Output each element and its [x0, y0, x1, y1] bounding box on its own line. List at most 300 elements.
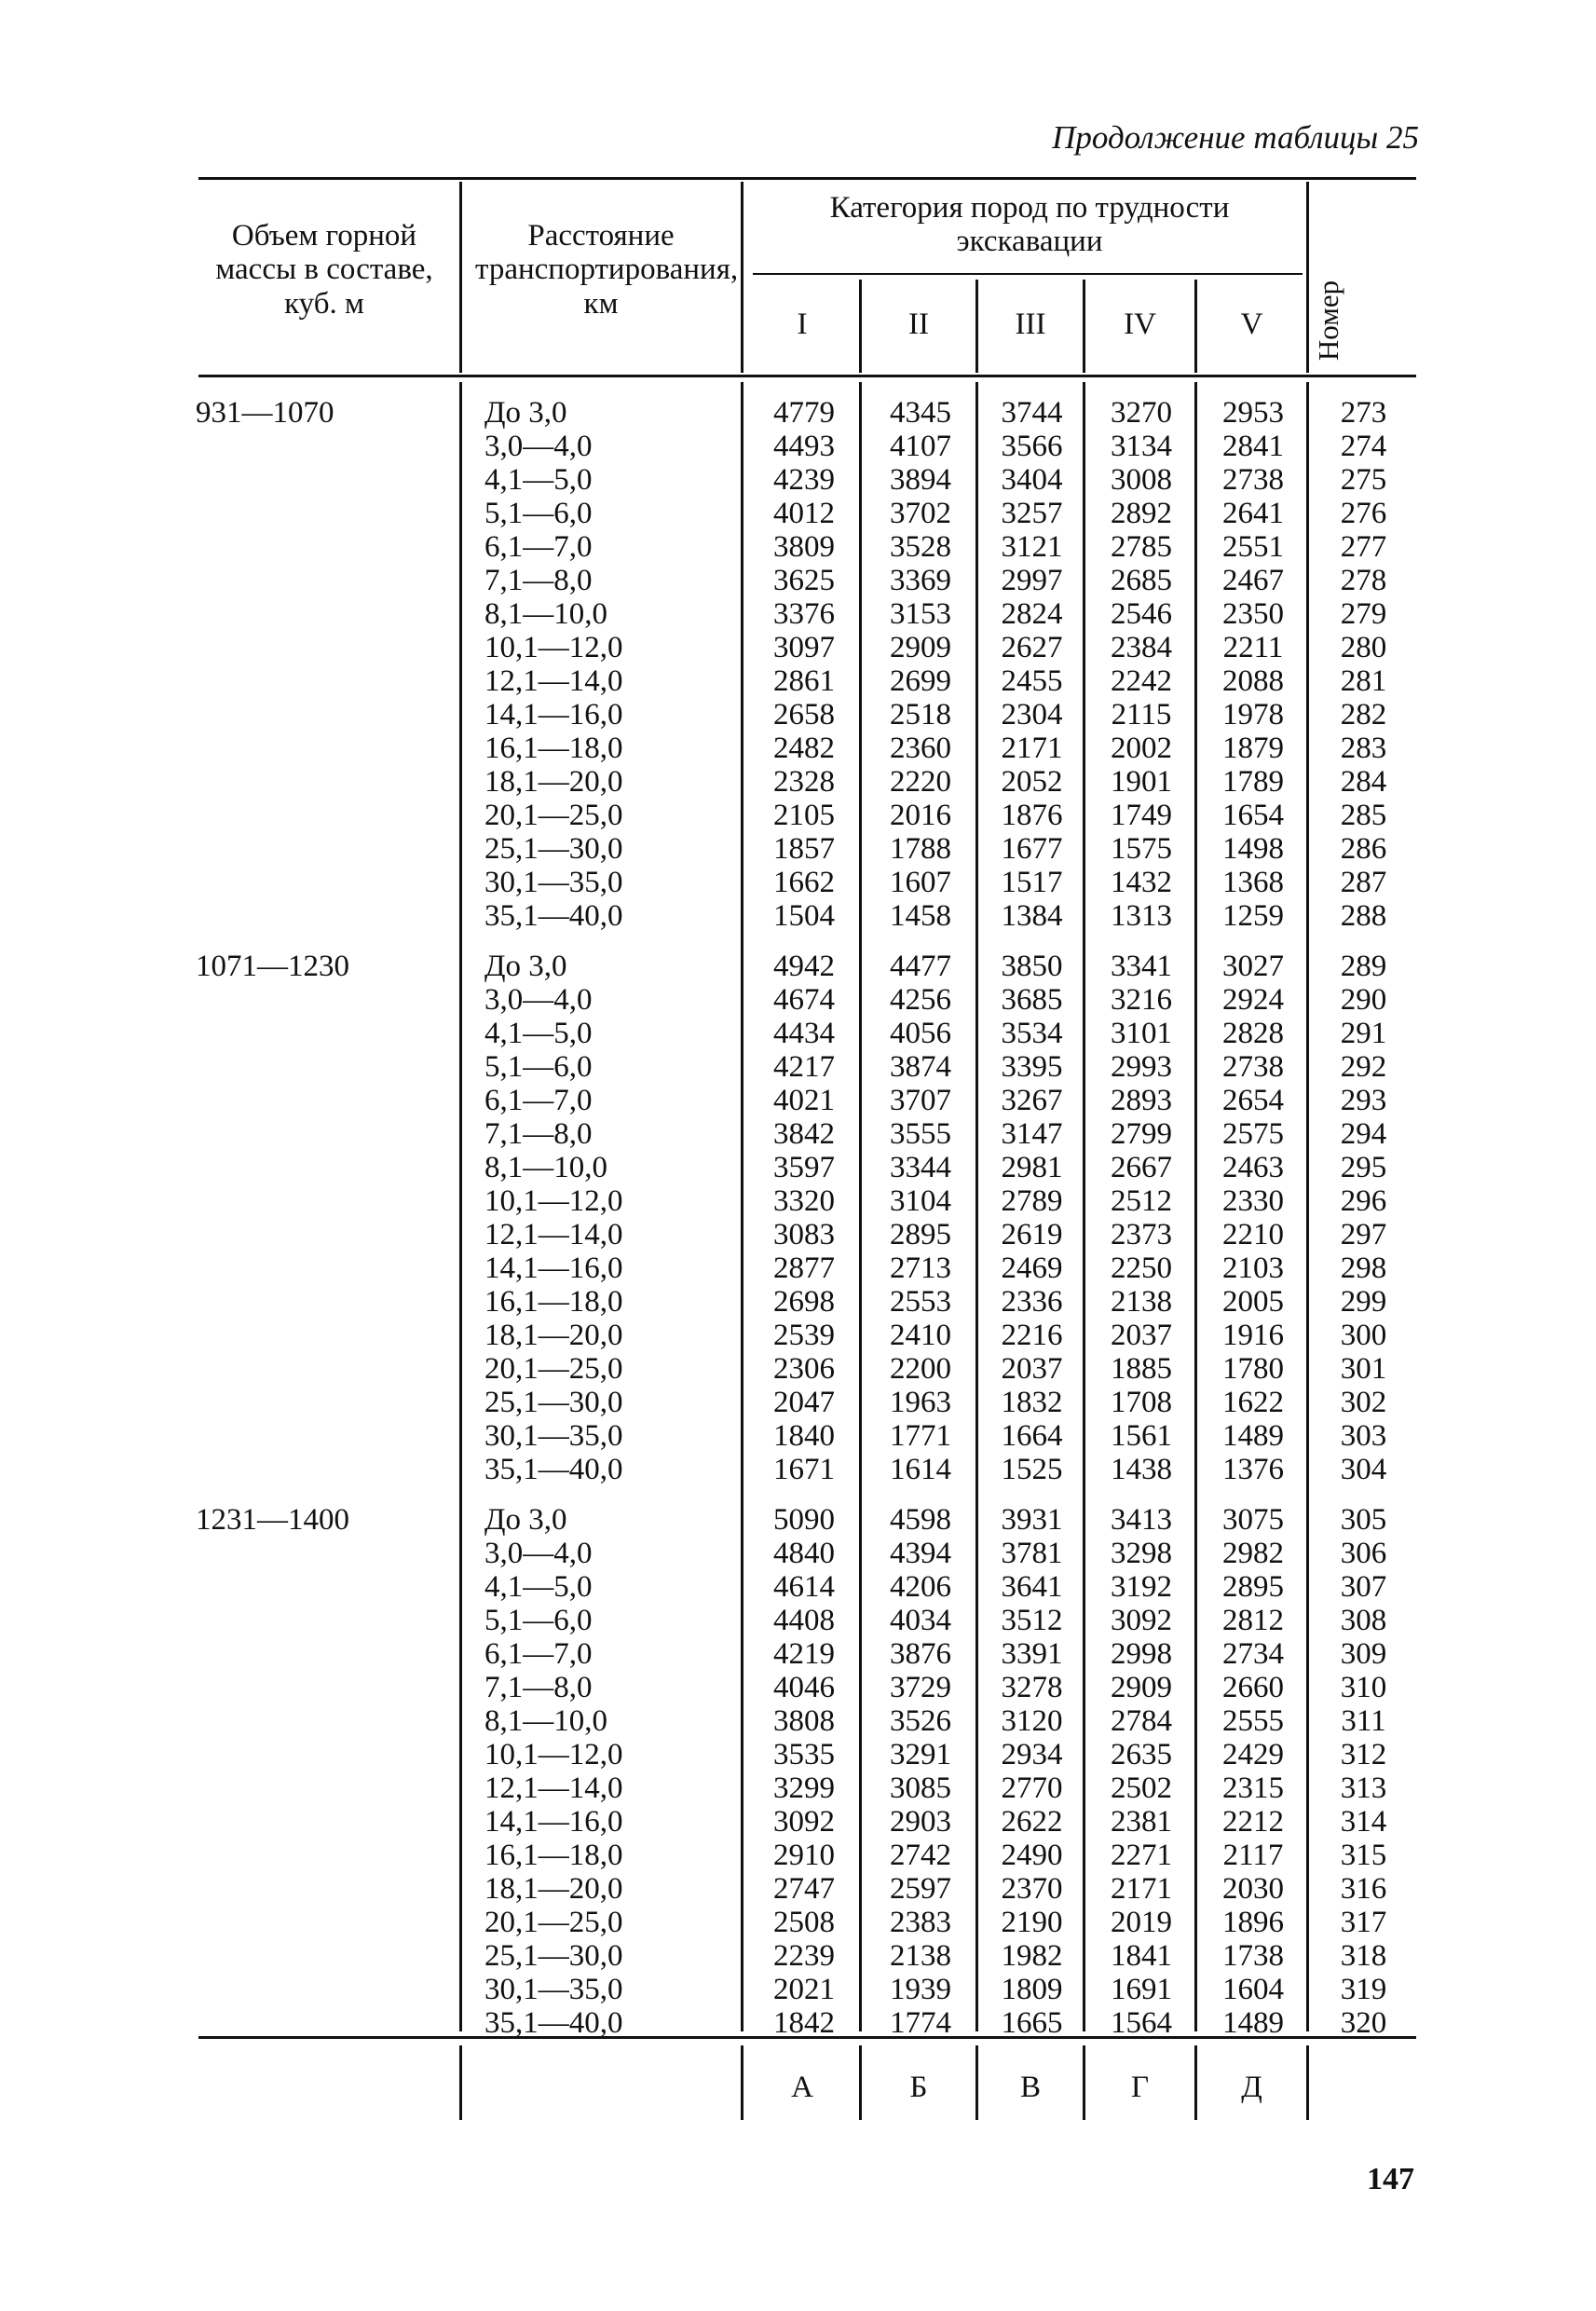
value-cat-5: 3075	[1222, 1503, 1284, 1537]
distance-range: 3,0—4,0	[484, 983, 593, 1017]
value-cat-3: 3744	[1001, 396, 1063, 430]
distance-range: 5,1—6,0	[484, 497, 593, 530]
value-cat-3: 1809	[1001, 1973, 1063, 2006]
distance-range: 7,1—8,0	[484, 564, 593, 597]
value-cat-1: 2658	[773, 698, 835, 732]
header-category: Категория пород по трудности экскавации	[829, 191, 1230, 259]
value-cat-3: 3850	[1001, 950, 1063, 983]
value-cat-3: 3534	[1001, 1017, 1063, 1050]
value-cat-5: 2117	[1222, 1839, 1284, 1872]
value-cat-1: 3320	[773, 1184, 835, 1218]
value-cat-1: 3625	[773, 564, 835, 597]
value-cat-1: 2021	[773, 1973, 835, 2006]
value-cat-2: 3528	[890, 530, 951, 564]
distance-range: 18,1—20,0	[484, 1319, 623, 1352]
value-cat-2: 3153	[890, 597, 951, 631]
value-cat-1: 1662	[773, 866, 835, 899]
value-cat-3: 2622	[1001, 1805, 1063, 1839]
value-cat-3: 3147	[1001, 1117, 1063, 1151]
category-subheader-rule	[753, 273, 1303, 275]
distance-range: 4,1—5,0	[484, 1017, 593, 1050]
value-cat-4: 1564	[1111, 2006, 1172, 2040]
value-cat-5: 1789	[1222, 765, 1284, 799]
value-cat-5: 2734	[1222, 1637, 1284, 1671]
table-row	[0, 396, 1596, 430]
table-row	[0, 1017, 1596, 1050]
distance-range: 12,1—14,0	[484, 1771, 623, 1805]
distance-range: 10,1—12,0	[484, 1738, 623, 1771]
header-bottom-rule	[198, 375, 1416, 377]
row-number: 296	[1340, 1184, 1387, 1218]
value-cat-5: 2953	[1222, 396, 1284, 430]
row-number: 307	[1340, 1570, 1387, 1604]
value-cat-4: 2893	[1111, 1084, 1172, 1117]
table-row	[0, 1704, 1596, 1738]
value-cat-5: 2315	[1222, 1771, 1284, 1805]
value-cat-3: 1677	[1001, 832, 1063, 866]
value-cat-1: 3083	[773, 1218, 835, 1251]
col-divider-volume	[459, 182, 462, 373]
value-cat-4: 1561	[1111, 1419, 1172, 1453]
value-cat-2: 4477	[890, 950, 951, 983]
row-number: 314	[1340, 1805, 1387, 1839]
value-cat-5: 1978	[1222, 698, 1284, 732]
value-cat-4: 3413	[1111, 1503, 1172, 1537]
value-cat-4: 1691	[1111, 1973, 1172, 2006]
value-cat-5: 2212	[1222, 1805, 1284, 1839]
value-cat-2: 3729	[890, 1671, 951, 1704]
distance-range: 25,1—30,0	[484, 832, 623, 866]
value-cat-3: 3512	[1001, 1604, 1063, 1637]
row-number: 319	[1340, 1973, 1387, 2006]
distance-range: 10,1—12,0	[484, 1184, 623, 1218]
table-row	[0, 1184, 1596, 1218]
value-cat-1: 4779	[773, 396, 835, 430]
value-cat-4: 2037	[1111, 1319, 1172, 1352]
distance-range: 3,0—4,0	[484, 430, 593, 463]
value-cat-5: 2005	[1222, 1285, 1284, 1319]
value-cat-4: 1885	[1111, 1352, 1172, 1386]
table-row	[0, 564, 1596, 597]
value-cat-4: 2667	[1111, 1151, 1172, 1184]
value-cat-4: 1749	[1111, 799, 1172, 832]
value-cat-2: 2699	[890, 664, 951, 698]
distance-range: 16,1—18,0	[484, 1285, 623, 1319]
value-cat-4: 2381	[1111, 1805, 1172, 1839]
table-row	[0, 1771, 1596, 1805]
table-row	[0, 1218, 1596, 1251]
value-cat-2: 1607	[890, 866, 951, 899]
value-cat-4: 1708	[1111, 1386, 1172, 1419]
value-cat-2: 1614	[890, 1453, 951, 1486]
table-body	[0, 396, 1596, 2040]
value-cat-5: 1654	[1222, 799, 1284, 832]
value-cat-4: 1313	[1111, 899, 1172, 933]
row-number: 311	[1341, 1704, 1386, 1738]
value-cat-1: 3376	[773, 597, 835, 631]
table-row	[0, 698, 1596, 732]
value-cat-1: 2306	[773, 1352, 835, 1386]
value-cat-2: 2895	[890, 1218, 951, 1251]
table-row	[0, 1503, 1596, 1537]
value-cat-4: 2019	[1111, 1906, 1172, 1939]
footer-letter-a: А	[791, 2071, 813, 2104]
value-cat-4: 2384	[1111, 631, 1172, 664]
value-cat-3: 2370	[1001, 1872, 1063, 1906]
distance-range: 30,1—35,0	[484, 1419, 623, 1453]
value-cat-1: 4217	[773, 1050, 835, 1084]
value-cat-2: 3085	[890, 1771, 951, 1805]
value-cat-4: 2685	[1111, 564, 1172, 597]
volume-range: 1071—1230	[196, 950, 349, 983]
table-row	[0, 1151, 1596, 1184]
table-row	[0, 732, 1596, 765]
value-cat-5: 1780	[1222, 1352, 1284, 1386]
footer-letter-g: Г	[1130, 2071, 1150, 2104]
value-cat-3: 2216	[1001, 1319, 1063, 1352]
value-cat-1: 2482	[773, 732, 835, 765]
value-cat-4: 1575	[1111, 832, 1172, 866]
value-cat-3: 2052	[1001, 765, 1063, 799]
row-number: 312	[1340, 1738, 1387, 1771]
header-cat-4: IV	[1124, 308, 1156, 341]
value-cat-5: 2088	[1222, 664, 1284, 698]
distance-range: До 3,0	[484, 1503, 567, 1537]
value-cat-5: 2551	[1222, 530, 1284, 564]
row-number: 284	[1340, 765, 1387, 799]
value-cat-5: 1498	[1222, 832, 1284, 866]
value-cat-1: 2508	[773, 1906, 835, 1939]
value-cat-3: 2336	[1001, 1285, 1063, 1319]
value-cat-4: 2002	[1111, 732, 1172, 765]
distance-range: 8,1—10,0	[484, 1151, 607, 1184]
table-row	[0, 1738, 1596, 1771]
table-row	[0, 950, 1596, 983]
distance-range: До 3,0	[484, 396, 567, 430]
footer-divider-distance	[741, 2045, 743, 2120]
table-row	[0, 1084, 1596, 1117]
value-cat-4: 3298	[1111, 1537, 1172, 1570]
value-cat-2: 4394	[890, 1537, 951, 1570]
value-cat-5: 2828	[1222, 1017, 1284, 1050]
value-cat-2: 2138	[890, 1939, 951, 1973]
value-cat-1: 2747	[773, 1872, 835, 1906]
value-cat-3: 3120	[1001, 1704, 1063, 1738]
value-cat-4: 3270	[1111, 396, 1172, 430]
value-cat-2: 2909	[890, 631, 951, 664]
row-number: 303	[1340, 1419, 1387, 1453]
value-cat-5: 2030	[1222, 1872, 1284, 1906]
table-row	[0, 497, 1596, 530]
value-cat-2: 2016	[890, 799, 951, 832]
value-cat-1: 2910	[773, 1839, 835, 1872]
distance-range: 5,1—6,0	[484, 1604, 593, 1637]
header-cat-2: II	[908, 308, 929, 341]
header-number: Номер	[1312, 280, 1344, 362]
value-cat-3: 2997	[1001, 564, 1063, 597]
distance-range: 4,1—5,0	[484, 1570, 593, 1604]
distance-range: 14,1—16,0	[484, 1251, 623, 1285]
value-cat-3: 2455	[1001, 664, 1063, 698]
value-cat-4: 3216	[1111, 983, 1172, 1017]
table-row	[0, 1352, 1596, 1386]
value-cat-2: 2383	[890, 1906, 951, 1939]
table-row	[0, 1386, 1596, 1419]
value-cat-3: 3781	[1001, 1537, 1063, 1570]
value-cat-5: 2210	[1222, 1218, 1284, 1251]
table-row	[0, 1839, 1596, 1872]
value-cat-2: 3702	[890, 497, 951, 530]
row-number: 280	[1340, 631, 1387, 664]
value-cat-5: 3027	[1222, 950, 1284, 983]
value-cat-1: 3097	[773, 631, 835, 664]
distance-range: 25,1—30,0	[484, 1386, 623, 1419]
value-cat-3: 2789	[1001, 1184, 1063, 1218]
value-cat-2: 3874	[890, 1050, 951, 1084]
value-cat-3: 3121	[1001, 530, 1063, 564]
value-cat-4: 3092	[1111, 1604, 1172, 1637]
table-row	[0, 1872, 1596, 1906]
footer-letter-b: Б	[909, 2071, 928, 2104]
value-cat-4: 2892	[1111, 497, 1172, 530]
row-number: 281	[1340, 664, 1387, 698]
value-cat-2: 3104	[890, 1184, 951, 1218]
value-cat-5: 1879	[1222, 732, 1284, 765]
distance-range: 5,1—6,0	[484, 1050, 593, 1084]
table-row	[0, 1050, 1596, 1084]
value-cat-4: 1438	[1111, 1453, 1172, 1486]
value-cat-5: 2555	[1222, 1704, 1284, 1738]
table-row	[0, 1419, 1596, 1453]
value-cat-5: 2812	[1222, 1604, 1284, 1637]
value-cat-4: 2784	[1111, 1704, 1172, 1738]
value-cat-2: 4107	[890, 430, 951, 463]
value-cat-3: 1517	[1001, 866, 1063, 899]
value-cat-1: 4408	[773, 1604, 835, 1637]
table-row	[0, 1604, 1596, 1637]
value-cat-4: 1432	[1111, 866, 1172, 899]
value-cat-5: 1738	[1222, 1939, 1284, 1973]
top-rule	[198, 177, 1416, 180]
value-cat-3: 3395	[1001, 1050, 1063, 1084]
value-cat-5: 2982	[1222, 1537, 1284, 1570]
value-cat-1: 1857	[773, 832, 835, 866]
volume-range: 1231—1400	[196, 1503, 349, 1537]
value-cat-2: 3344	[890, 1151, 951, 1184]
value-cat-1: 2698	[773, 1285, 835, 1319]
table-row	[0, 1637, 1596, 1671]
row-number: 290	[1340, 983, 1387, 1017]
value-cat-5: 1622	[1222, 1386, 1284, 1419]
row-number: 310	[1340, 1671, 1387, 1704]
row-number: 277	[1340, 530, 1387, 564]
table-row	[0, 866, 1596, 899]
value-cat-4: 2993	[1111, 1050, 1172, 1084]
value-cat-1: 4046	[773, 1671, 835, 1704]
value-cat-2: 2518	[890, 698, 951, 732]
value-cat-3: 2469	[1001, 1251, 1063, 1285]
value-cat-2: 4598	[890, 1503, 951, 1537]
footer-divider-volume	[459, 2045, 462, 2120]
value-cat-4: 2512	[1111, 1184, 1172, 1218]
distance-range: 30,1—35,0	[484, 866, 623, 899]
value-cat-1: 4942	[773, 950, 835, 983]
value-cat-2: 3369	[890, 564, 951, 597]
value-cat-2: 2713	[890, 1251, 951, 1285]
value-cat-1: 4021	[773, 1084, 835, 1117]
value-cat-2: 1939	[890, 1973, 951, 2006]
value-cat-2: 2360	[890, 732, 951, 765]
value-cat-3: 2304	[1001, 698, 1063, 732]
header-cat-5: V	[1240, 308, 1263, 341]
row-number: 279	[1340, 597, 1387, 631]
value-cat-2: 1771	[890, 1419, 951, 1453]
row-number: 308	[1340, 1604, 1387, 1637]
distance-range: 16,1—18,0	[484, 1839, 623, 1872]
value-cat-5: 2738	[1222, 1050, 1284, 1084]
table-row	[0, 1973, 1596, 2006]
row-number: 282	[1340, 698, 1387, 732]
value-cat-5: 2841	[1222, 430, 1284, 463]
value-cat-3: 2037	[1001, 1352, 1063, 1386]
value-cat-5: 2660	[1222, 1671, 1284, 1704]
value-cat-5: 1376	[1222, 1453, 1284, 1486]
table-row	[0, 430, 1596, 463]
distance-range: 8,1—10,0	[484, 1704, 607, 1738]
value-cat-3: 1876	[1001, 799, 1063, 832]
value-cat-5: 2330	[1222, 1184, 1284, 1218]
row-number: 294	[1340, 1117, 1387, 1151]
table-row	[0, 631, 1596, 664]
value-cat-5: 1916	[1222, 1319, 1284, 1352]
value-cat-5: 2641	[1222, 497, 1284, 530]
value-cat-3: 2171	[1001, 732, 1063, 765]
row-number: 286	[1340, 832, 1387, 866]
value-cat-2: 3894	[890, 463, 951, 497]
value-cat-1: 2877	[773, 1251, 835, 1285]
table-row	[0, 1319, 1596, 1352]
row-number: 292	[1340, 1050, 1387, 1084]
col-divider-number	[1306, 182, 1309, 373]
value-cat-3: 2981	[1001, 1151, 1063, 1184]
distance-range: 6,1—7,0	[484, 530, 593, 564]
row-number: 300	[1340, 1319, 1387, 1352]
distance-range: 20,1—25,0	[484, 799, 623, 832]
col-divider-distance	[741, 182, 743, 373]
value-cat-1: 3597	[773, 1151, 835, 1184]
footer-letter-d: Д	[1241, 2071, 1262, 2104]
table-row	[0, 1117, 1596, 1151]
value-cat-2: 4206	[890, 1570, 951, 1604]
row-number: 305	[1340, 1503, 1387, 1537]
row-number: 276	[1340, 497, 1387, 530]
distance-range: До 3,0	[484, 950, 567, 983]
value-cat-4: 2138	[1111, 1285, 1172, 1319]
value-cat-5: 2738	[1222, 463, 1284, 497]
value-cat-1: 1842	[773, 2006, 835, 2040]
value-cat-2: 2410	[890, 1319, 951, 1352]
row-number: 293	[1340, 1084, 1387, 1117]
value-cat-3: 2934	[1001, 1738, 1063, 1771]
value-cat-2: 3526	[890, 1704, 951, 1738]
value-cat-1: 1840	[773, 1419, 835, 1453]
distance-range: 3,0—4,0	[484, 1537, 593, 1570]
row-number: 288	[1340, 899, 1387, 933]
value-cat-5: 2924	[1222, 983, 1284, 1017]
value-cat-3: 1665	[1001, 2006, 1063, 2040]
value-cat-4: 2271	[1111, 1839, 1172, 1872]
value-cat-4: 3101	[1111, 1017, 1172, 1050]
value-cat-4: 2909	[1111, 1671, 1172, 1704]
value-cat-1: 4674	[773, 983, 835, 1017]
row-number: 304	[1340, 1453, 1387, 1486]
distance-range: 4,1—5,0	[484, 463, 593, 497]
value-cat-4: 2785	[1111, 530, 1172, 564]
table-row	[0, 530, 1596, 564]
distance-range: 25,1—30,0	[484, 1939, 623, 1973]
value-cat-5: 2103	[1222, 1251, 1284, 1285]
row-number: 297	[1340, 1218, 1387, 1251]
value-cat-5: 1489	[1222, 1419, 1284, 1453]
value-cat-1: 3535	[773, 1738, 835, 1771]
row-number: 317	[1340, 1906, 1387, 1939]
value-cat-3: 3641	[1001, 1570, 1063, 1604]
value-cat-5: 2211	[1222, 631, 1284, 664]
table-row	[0, 1671, 1596, 1704]
value-cat-3: 2190	[1001, 1906, 1063, 1939]
table-row	[0, 1251, 1596, 1285]
value-cat-5: 2350	[1222, 597, 1284, 631]
table-row	[0, 463, 1596, 497]
value-cat-5: 1259	[1222, 899, 1284, 933]
value-cat-4: 2502	[1111, 1771, 1172, 1805]
value-cat-1: 2328	[773, 765, 835, 799]
row-number: 295	[1340, 1151, 1387, 1184]
value-cat-4: 2998	[1111, 1637, 1172, 1671]
table-row	[0, 983, 1596, 1017]
value-cat-4: 2115	[1111, 698, 1172, 732]
value-cat-5: 1604	[1222, 1973, 1284, 2006]
value-cat-1: 3092	[773, 1805, 835, 1839]
value-cat-3: 3931	[1001, 1503, 1063, 1537]
value-cat-4: 2250	[1111, 1251, 1172, 1285]
row-number: 291	[1340, 1017, 1387, 1050]
table-row	[0, 799, 1596, 832]
value-cat-4: 1841	[1111, 1939, 1172, 1973]
table-row	[0, 899, 1596, 933]
value-cat-5: 1489	[1222, 2006, 1284, 2040]
header-distance: Расстояние транспортирования, км	[475, 219, 739, 321]
row-number: 273	[1340, 396, 1387, 430]
row-number: 274	[1340, 430, 1387, 463]
page-number: 147	[1367, 2162, 1414, 2196]
value-cat-5: 2654	[1222, 1084, 1284, 1117]
table-row	[0, 1805, 1596, 1839]
distance-range: 30,1—35,0	[484, 1973, 623, 2006]
value-cat-2: 3555	[890, 1117, 951, 1151]
value-cat-3: 3278	[1001, 1671, 1063, 1704]
value-cat-3: 1832	[1001, 1386, 1063, 1419]
value-cat-2: 2200	[890, 1352, 951, 1386]
value-cat-3: 2627	[1001, 631, 1063, 664]
value-cat-3: 1384	[1001, 899, 1063, 933]
distance-range: 20,1—25,0	[484, 1906, 623, 1939]
row-number: 275	[1340, 463, 1387, 497]
row-number: 287	[1340, 866, 1387, 899]
value-cat-1: 3808	[773, 1704, 835, 1738]
table-row	[0, 1285, 1596, 1319]
row-number: 309	[1340, 1637, 1387, 1671]
